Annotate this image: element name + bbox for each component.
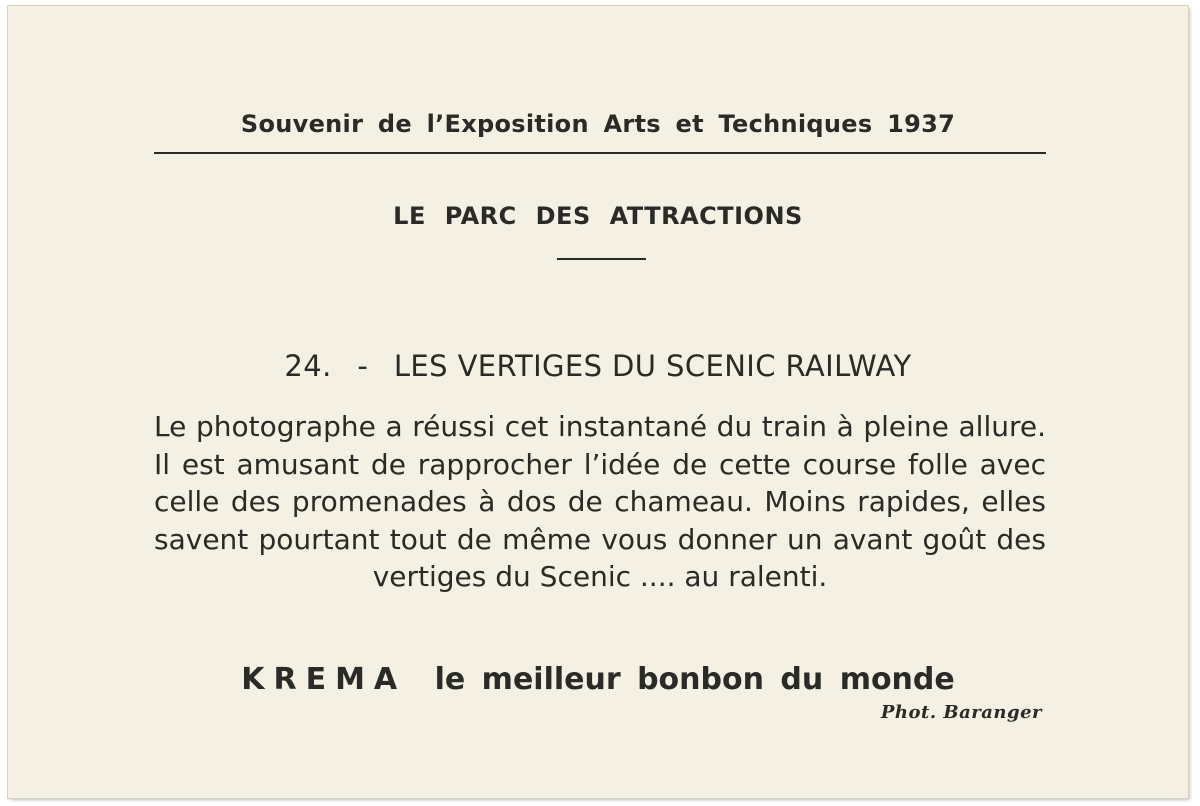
item-description: Le photographe a réussi cet instantané du train à pleine allure. Il est amusant de rapprocher l’idée de cette course folle avec celle des promenades à dos de chameau. Moins rapides, elles savent pourtant tout de même vous donner un avant goût des vertiges du Scenic .... au ralenti.	[154, 410, 1046, 593]
advert-line	[8, 662, 1188, 697]
section-divider	[557, 258, 646, 260]
photo-credit: Phot. Baranger	[880, 702, 1042, 723]
item-number: 24.	[284, 349, 332, 383]
exposition-header: Souvenir de l’Exposition Arts et Techniques 1937	[240, 110, 956, 138]
header-divider	[154, 152, 1046, 154]
section-title: LE PARC DES ATTRACTIONS	[393, 202, 803, 230]
item-title: LES VERTIGES DU SCENIC RAILWAY	[393, 349, 912, 383]
item-heading	[8, 349, 1188, 383]
souvenir-card	[8, 6, 1188, 798]
brand-name: KREMA	[241, 662, 407, 697]
brand-slogan: le meilleur bonbon du monde	[434, 662, 955, 697]
item-dash: -	[357, 349, 369, 383]
